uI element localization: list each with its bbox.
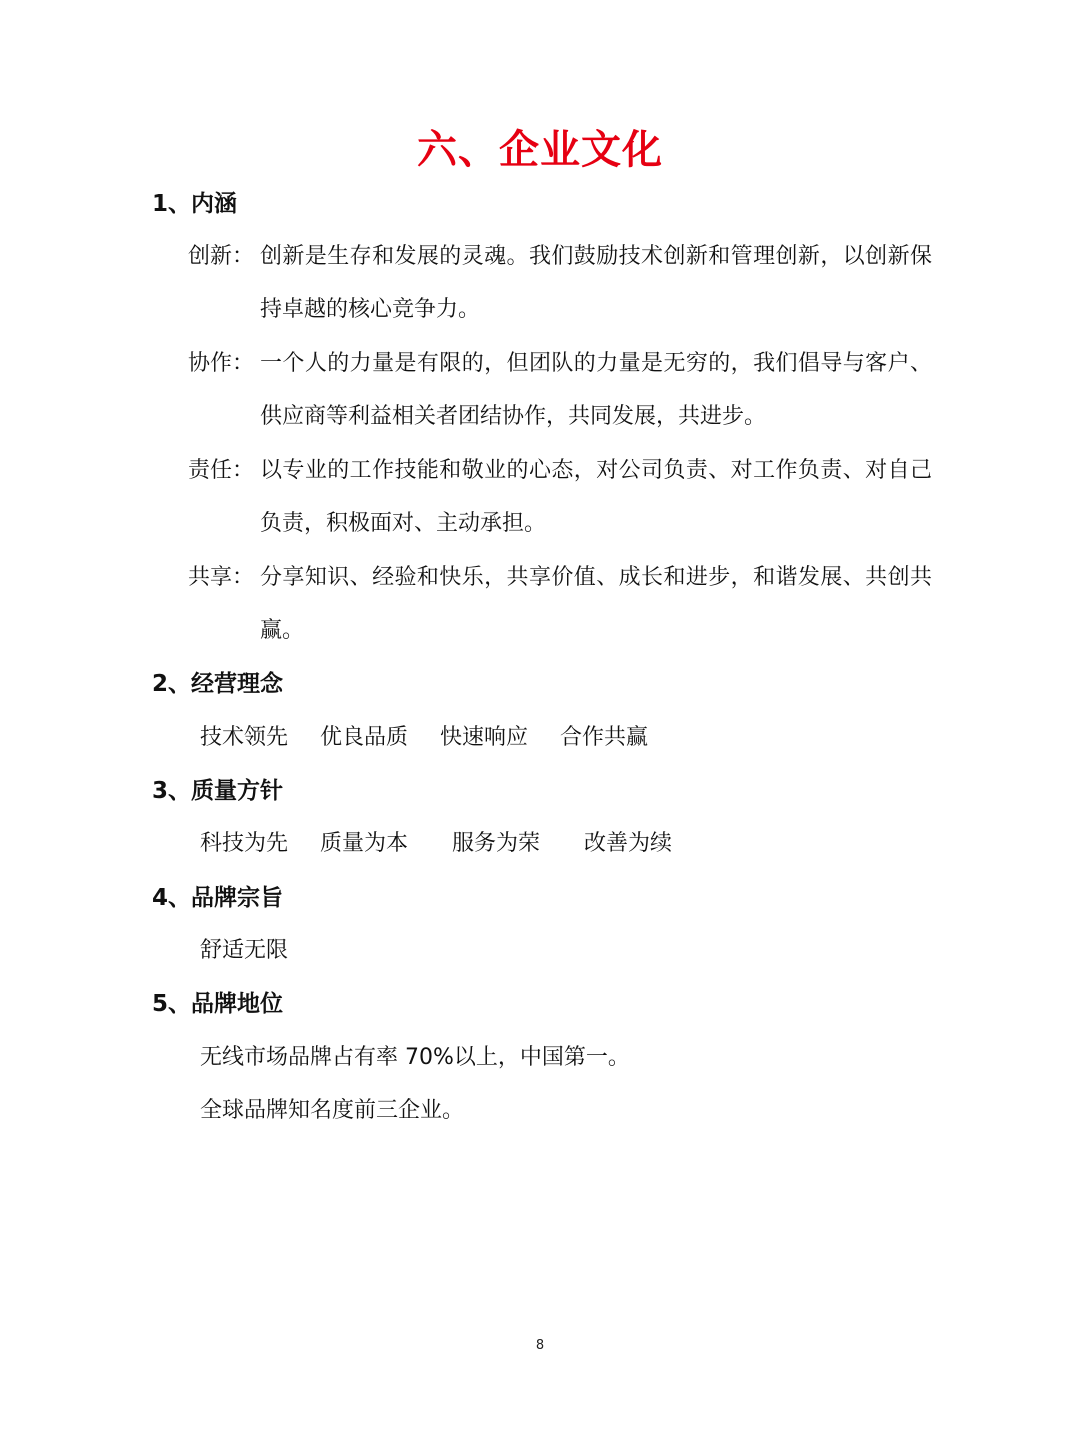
- brand-position-line: 全球品牌知名度前三企业。: [200, 1098, 465, 1123]
- culture-item-responsibility: [188, 444, 938, 550]
- culture-term: 共享：: [188, 565, 255, 590]
- culture-item-innovation: [188, 230, 938, 336]
- brand-purpose-line: 舒适无限: [200, 938, 289, 963]
- culture-description: 以专业的工作技能和敬业的心态，对公司负责、对工作负责、对自己负责，积极面对、主动承担。: [260, 458, 932, 536]
- culture-term: 创新：: [188, 244, 255, 269]
- value-item: 质量为本: [320, 831, 409, 856]
- brand-position-line: 无线市场品牌占有率 70%以上，中国第一。: [200, 1045, 630, 1070]
- page-title: 六、企业文化: [417, 127, 663, 173]
- section-heading-business-philosophy: 2、经营理念: [152, 671, 284, 697]
- value-item: 优良品质: [320, 725, 409, 750]
- culture-term: 责任：: [188, 458, 255, 483]
- section-heading-brand-position: 5、品牌地位: [152, 991, 284, 1017]
- culture-term: 协作：: [188, 351, 255, 376]
- section-heading-brand-purpose: 4、品牌宗旨: [152, 885, 284, 911]
- value-item: 改善为续: [584, 831, 673, 856]
- section-heading-connotation: 1、内涵: [152, 191, 238, 217]
- value-item: 快速响应: [440, 725, 529, 750]
- section-heading-quality-policy: 3、质量方针: [152, 778, 284, 804]
- page-number: 8: [535, 1338, 545, 1353]
- value-item: 科技为先: [200, 831, 289, 856]
- value-item: 技术领先: [200, 725, 289, 750]
- culture-description: 分享知识、经验和快乐，共享价值、成长和进步，和谐发展、共创共赢。: [260, 565, 932, 643]
- culture-description: 创新是生存和发展的灵魂。我们鼓励技术创新和管理创新，以创新保持卓越的核心竞争力。: [260, 244, 932, 322]
- value-item: 合作共赢: [560, 725, 649, 750]
- culture-item-sharing: [188, 551, 938, 657]
- culture-description: 一个人的力量是有限的，但团队的力量是无穷的，我们倡导与客户、供应商等利益相关者团结协作，共同发展，共进步。: [260, 351, 932, 429]
- value-item: 服务为荣: [452, 831, 541, 856]
- culture-item-collaboration: [188, 337, 938, 443]
